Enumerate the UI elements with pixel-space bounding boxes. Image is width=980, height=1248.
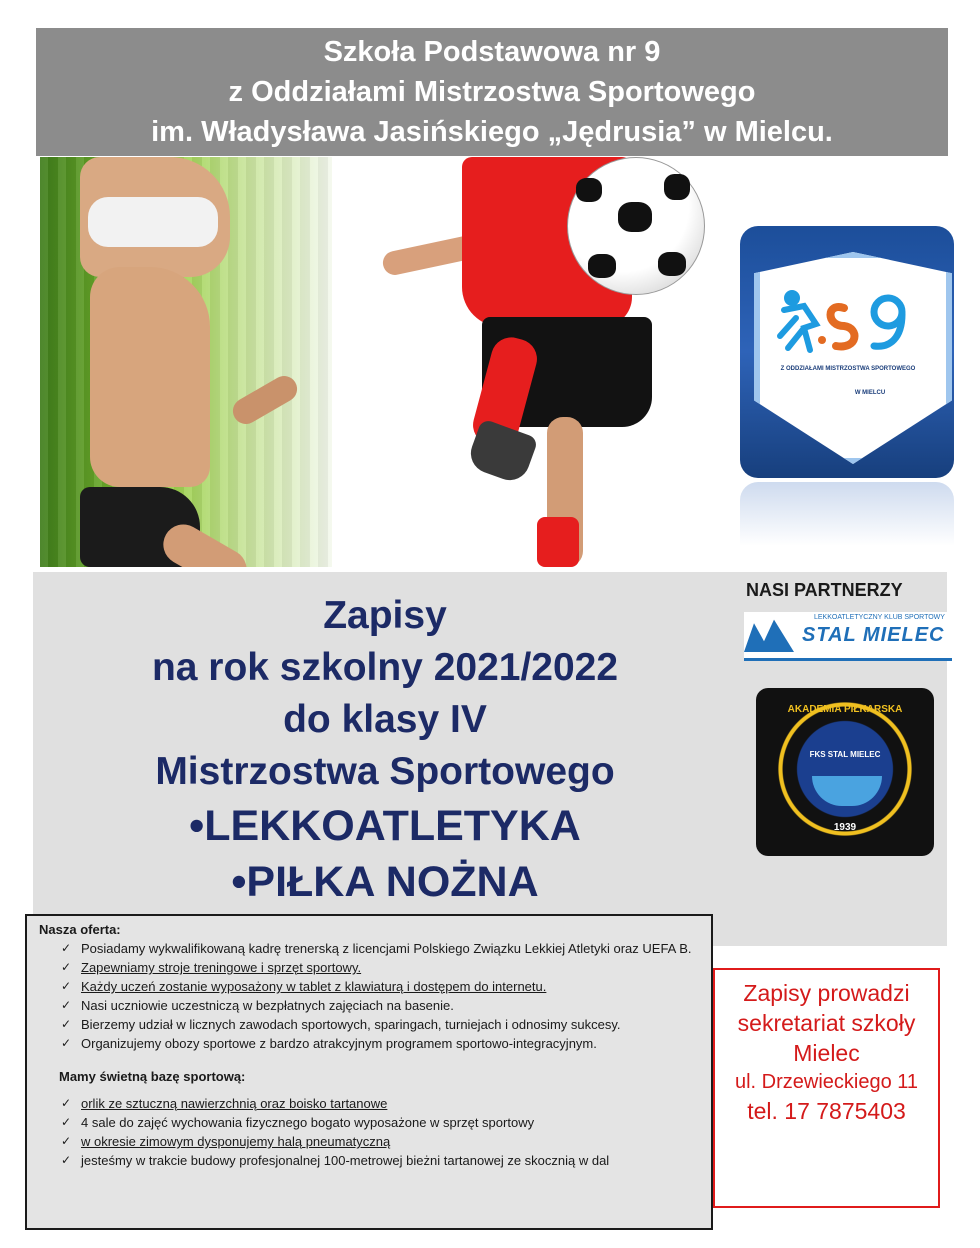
enroll-school-year: na rok szkolny 2021/2022 bbox=[151, 646, 619, 689]
contact-line-2: sekretariat szkoły bbox=[737, 1010, 916, 1036]
offer-list bbox=[39, 939, 701, 1053]
offer-item: ✓ Każdy uczeń zostanie wyposażony w tablet z klawiaturą i dostępem do internetu. bbox=[61, 979, 547, 994]
contact-line-1: Zapisy prowadzi bbox=[743, 980, 910, 1006]
school-name-line1: Szkoła Podstawowa nr 9 bbox=[323, 36, 661, 68]
contact-city: Mielec bbox=[793, 1040, 860, 1066]
offer-item: ✓ Organizujemy obozy sportowe z bardzo atrakcyjnym programem sportowo-integracyjnym. bbox=[61, 1036, 597, 1051]
check-icon: ✓ bbox=[61, 1153, 72, 1167]
football-player-photo bbox=[332, 157, 732, 567]
base-item: ✓ w okresie zimowym dysponujemy halą pneumatyczną bbox=[61, 1134, 391, 1149]
contact-box bbox=[713, 968, 940, 1208]
stal-mielec-logo bbox=[744, 612, 952, 661]
akademia-year: 1939 bbox=[833, 822, 857, 833]
offer-title: Nasza oferta: bbox=[39, 922, 121, 937]
check-icon: ✓ bbox=[61, 960, 72, 974]
discipline-football: •PIŁKA NOŻNA bbox=[231, 858, 539, 906]
enroll-program: Mistrzostwa Sportowego bbox=[155, 750, 615, 793]
logo-mark bbox=[774, 288, 924, 369]
logo-reflection bbox=[740, 482, 954, 562]
base-item: ✓ jesteśmy w trakcie budowy profesjonalnej 100-metrowej bieżni tartanowej ze skocznią w dal bbox=[61, 1153, 610, 1168]
akademia-club: FKS STAL MIELEC bbox=[809, 750, 881, 759]
check-icon: ✓ bbox=[61, 1096, 72, 1110]
offer-item: ✓ Posiadamy wykwalifikowaną kadrę trenerską z licencjami Polskiego Związku Lekkiej Atletyki oraz UEFA B. bbox=[61, 941, 692, 956]
stal-mountain-icon bbox=[744, 616, 794, 652]
offer-item: ✓ Bierzemy udział w licznych zawodach sportowych, sparingach, turniejach i odnosimy sukcesy. bbox=[61, 1017, 621, 1032]
check-icon: ✓ bbox=[61, 1134, 72, 1148]
check-icon: ✓ bbox=[61, 1036, 72, 1050]
contact-phone: tel. 17 7875403 bbox=[747, 1098, 906, 1124]
enroll-class: do klasy IV bbox=[283, 698, 487, 741]
base-item: ✓ 4 sale do zajęć wychowania fizycznego bogato wyposażone w sprzęt sportowy bbox=[61, 1115, 535, 1130]
sports-base-title: Mamy świetną bazę sportową: bbox=[59, 1069, 246, 1084]
check-icon: ✓ bbox=[61, 1115, 72, 1129]
gear-emblem-icon bbox=[772, 696, 918, 842]
offer-item: ✓ Nasi uczniowie uczestniczą w bezpłatnych zajęciach na basenie. bbox=[61, 998, 454, 1013]
logo-subtext: Z ODDZIAŁAMI MISTRZOSTWA SPORTOWEGO bbox=[780, 366, 916, 372]
stal-subtitle: LEKKOATLETYCZNY KLUB SPORTOWY bbox=[814, 614, 945, 621]
running-figure-icon bbox=[774, 288, 924, 358]
contact-address: ul. Drzewieckiego 11 bbox=[734, 1071, 919, 1093]
check-icon: ✓ bbox=[61, 998, 72, 1012]
school-name-line2: z Oddziałami Mistrzostwa Sportowego bbox=[228, 76, 756, 108]
offer-item: ✓ Zapewniamy stroje treningowe i sprzęt sportowy. bbox=[61, 960, 362, 975]
discipline-athletics: •LEKKOATLETYKA bbox=[189, 802, 581, 850]
enrollment-announcement bbox=[40, 590, 730, 910]
logo-city: W MIELCU bbox=[854, 390, 886, 396]
check-icon: ✓ bbox=[61, 1017, 72, 1031]
school-logo bbox=[740, 226, 954, 478]
football-icon bbox=[567, 157, 705, 295]
base-item: ✓ orlik ze sztuczną nawierzchnią oraz boisko tartanowe bbox=[61, 1096, 388, 1111]
school-header bbox=[36, 28, 948, 156]
stal-name: STAL MIELEC bbox=[802, 624, 945, 646]
akademia-title: AKADEMIA PIŁKARSKA bbox=[787, 704, 903, 715]
sports-base-list bbox=[39, 1094, 701, 1170]
check-icon: ✓ bbox=[61, 941, 72, 955]
enroll-title: Zapisy bbox=[323, 594, 447, 637]
check-icon: ✓ bbox=[61, 979, 72, 993]
akademia-pilkarska-logo bbox=[756, 688, 934, 856]
school-name-line3: im. Władysława Jasińskiego „Jędrusia” w Mielcu. bbox=[151, 116, 833, 148]
runner-photo bbox=[40, 157, 332, 567]
partners-heading: NASI PARTNERZY bbox=[746, 580, 903, 600]
offer-box bbox=[25, 914, 713, 1230]
